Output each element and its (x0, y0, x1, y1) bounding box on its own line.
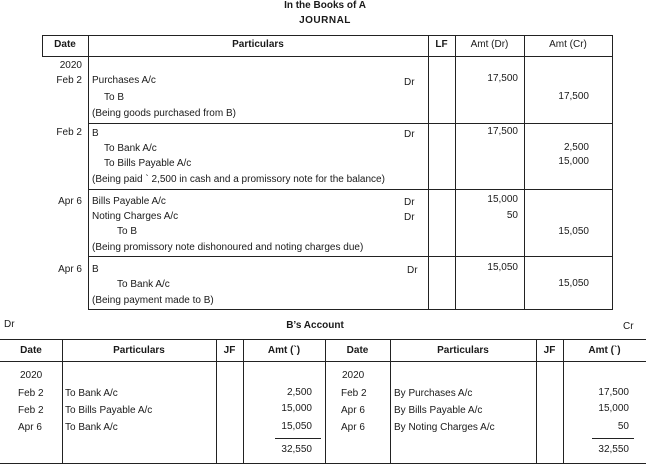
credit-account: To B (104, 92, 125, 103)
entry-date: Feb 2 (56, 127, 82, 138)
narration: (Being paid ` 2,500 in cash and a promissory note for the balance) (92, 174, 385, 185)
narration: (Being goods purchased from B) (92, 108, 236, 119)
col-amt-dr: Amt (Dr) (470, 39, 509, 50)
ledger-dr-label: Dr (4, 319, 15, 330)
ledger-year: 2020 (342, 370, 365, 381)
amount-dr: 17,500 (487, 73, 518, 84)
narration: (Being payment made to B) (92, 295, 214, 306)
amount-cr: 15,000 (558, 156, 589, 167)
ledger-particulars: To Bank A/c (65, 422, 118, 433)
credit-account: To Bills Payable A/c (104, 158, 192, 169)
col-amt-cr: Amt (Cr) (549, 39, 587, 50)
ledger-date: Feb 2 (18, 405, 44, 416)
credit-account: To Bank A/c (117, 279, 170, 290)
ledger-amount: 15,000 (598, 403, 629, 414)
ledger-date: Apr 6 (341, 422, 365, 433)
amount-cr: 15,050 (558, 278, 589, 289)
ledger-col-particulars: Particulars (437, 345, 489, 356)
ledger-date: Apr 6 (341, 405, 365, 416)
debit-account: Noting Charges A/c (92, 211, 179, 222)
debit-account: B (92, 128, 99, 139)
ledger-col-jf: JF (543, 345, 556, 356)
dr-marker: Dr (404, 212, 415, 223)
ledger-date: Apr 6 (18, 422, 42, 433)
debit-account: Purchases A/c (92, 75, 156, 86)
col-lf: LF (435, 39, 448, 50)
col-date: Date (54, 39, 76, 50)
entry-date: Feb 2 (56, 75, 82, 86)
ledger-amount: 17,500 (598, 387, 629, 398)
journal-heading: JOURNAL (299, 15, 351, 26)
dr-marker: Dr (407, 265, 418, 276)
ledger-title: B’s Account (286, 320, 344, 331)
debit-account: B (92, 264, 99, 275)
debit-account: Bills Payable A/c (92, 196, 166, 207)
dr-marker: Dr (404, 129, 415, 140)
journal-year: 2020 (59, 60, 82, 71)
ledger-year: 2020 (20, 370, 43, 381)
narration: (Being promissory note dishonoured and noting charges due) (92, 242, 364, 253)
entry-date: Apr 6 (58, 196, 82, 207)
ledger-particulars: By Bills Payable A/c (394, 405, 483, 416)
ledger-particulars: By Noting Charges A/c (394, 422, 495, 433)
ledger-amount: 2,500 (286, 387, 312, 398)
amount-cr: 15,050 (558, 226, 589, 237)
dr-marker: Dr (404, 197, 415, 208)
ledger-date: Feb 2 (341, 388, 367, 399)
ledger-amount: 15,050 (281, 421, 312, 432)
amount-dr: 15,050 (487, 262, 518, 273)
ledger-particulars: By Purchases A/c (394, 388, 473, 399)
ledger-particulars: To Bills Payable A/c (65, 405, 153, 416)
ledger-col-amt: Amt (`) (267, 345, 301, 356)
ledger-total: 32,550 (598, 444, 629, 455)
ledger-col-date: Date (346, 345, 369, 356)
credit-account: To Bank A/c (104, 143, 157, 154)
credit-account: To B (117, 226, 138, 237)
amount-dr: 17,500 (487, 126, 518, 137)
ledger-col-jf: JF (223, 345, 236, 356)
ledger-particulars: To Bank A/c (65, 388, 118, 399)
ledger-total: 32,550 (281, 444, 312, 455)
dr-marker: Dr (404, 77, 415, 88)
ledger-date: Feb 2 (18, 388, 44, 399)
ledger-amount: 50 (617, 421, 629, 432)
ledger-amount: 15,000 (281, 403, 312, 414)
amount-cr: 17,500 (558, 91, 589, 102)
amount-dr: 15,000 (487, 194, 518, 205)
book-heading: In the Books of A (284, 0, 366, 11)
ledger-cr-label: Cr (623, 321, 634, 332)
ledger-col-particulars: Particulars (113, 345, 165, 356)
entry-date: Apr 6 (58, 264, 82, 275)
ledger-col-date: Date (20, 345, 42, 356)
ledger-col-amt: Amt (`) (588, 345, 621, 356)
amount-dr: 50 (506, 210, 518, 221)
amount-cr: 2,500 (563, 142, 589, 153)
col-particulars: Particulars (232, 39, 284, 50)
